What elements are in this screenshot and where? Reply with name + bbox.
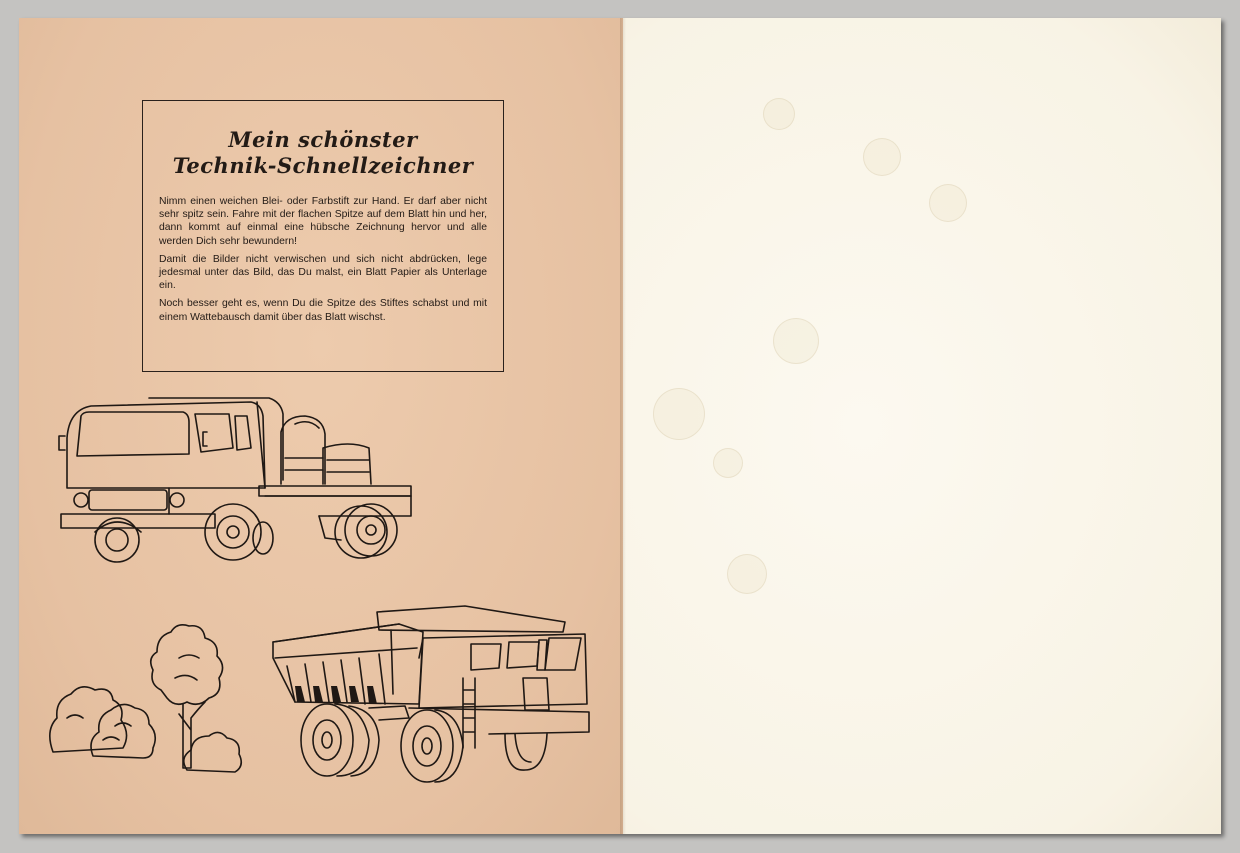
book-gutter [620, 18, 626, 834]
paragraph-2: Damit die Bilder nicht verwischen und sich nicht abdrücken, lege jedesmal unter das Bild, das Du malst, ein Blatt Papier als Unterlage ein. [159, 253, 487, 292]
right-page [623, 18, 1221, 834]
illustrations [19, 18, 623, 834]
left-page [19, 18, 623, 834]
tree-drawing [151, 625, 242, 772]
dump-truck-drawing [273, 606, 589, 782]
paper-stain [929, 184, 967, 222]
paper-stain [713, 448, 743, 478]
paragraph-1: Nimm einen weichen Blei- oder Farbstift zur Hand. Er darf aber nicht sehr spitz sein. Fahre mit der flachen Spitze auf dem Blatt hin und her, dann kommt auf einmal eine hübsche Zeichnung hervor und alle werden Dich sehr bewundern! [159, 196, 487, 247]
title-line-2: Technik-Schnellzeichner [172, 153, 474, 178]
paper-stain [727, 554, 767, 594]
paper-stain [773, 318, 819, 364]
paper-stain [863, 138, 901, 176]
bushes-drawing [50, 687, 155, 758]
flatbed-truck-drawing [59, 398, 411, 562]
paper-stain [653, 388, 705, 440]
paragraph-3: Noch besser geht es, wenn Du die Spitze des Stiftes schabst und mit einem Wattebausch damit über das Blatt wischst. [159, 298, 487, 323]
title-line-1: Mein schönster [228, 127, 418, 152]
paper-stain [763, 98, 795, 130]
book-spread [19, 18, 1221, 834]
